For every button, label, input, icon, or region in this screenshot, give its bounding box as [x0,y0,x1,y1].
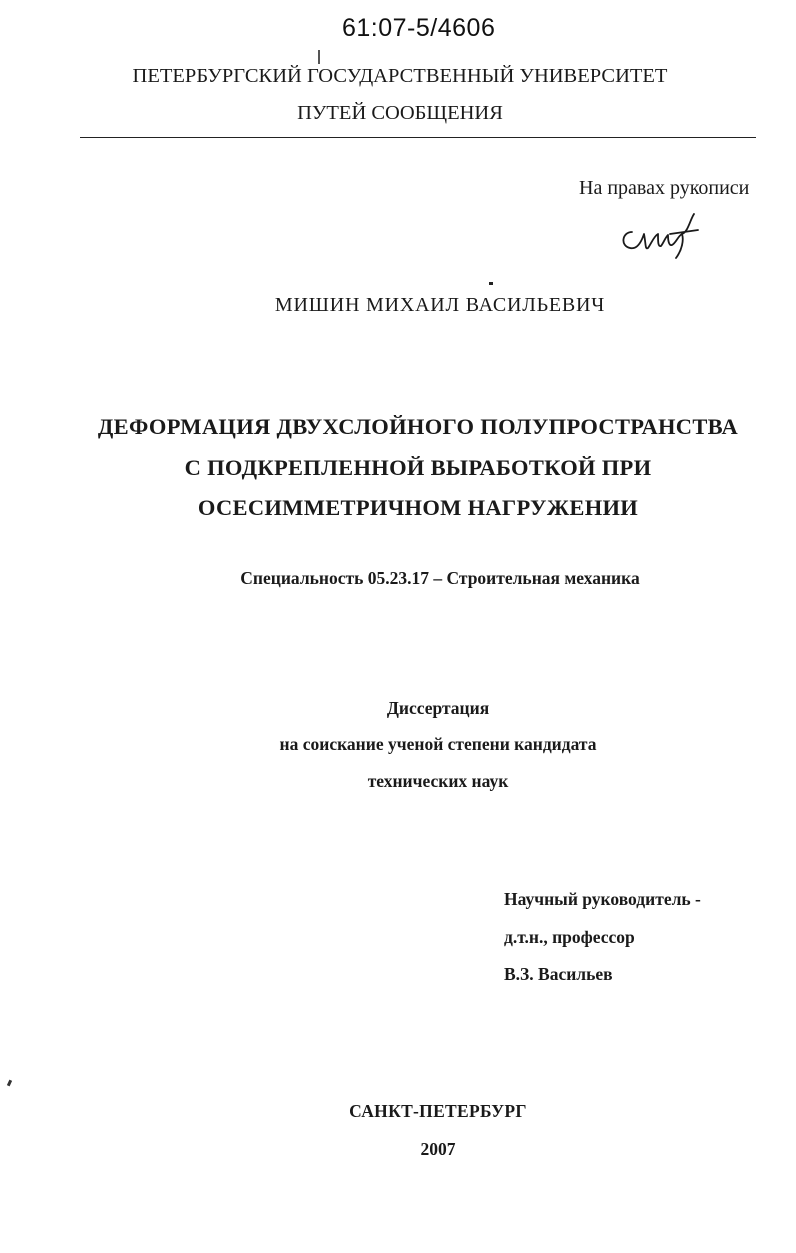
header-divider [80,137,756,138]
author-name: МИШИН МИХАИЛ ВАСИЛЬЕВИЧ [274,294,606,316]
degree-line-1: на соискание ученой степени кандидата [279,734,597,754]
degree-line-2: технических наук [367,771,509,791]
specialty: Специальность 05.23.17 – Строительная механика [240,568,640,588]
institution-name-line-1: ПЕТЕРБУРГСКИЙ ГОСУДАРСТВЕННЫЙ УНИВЕРСИТЕТ [132,65,668,87]
manuscript-rights-note: На правах рукописи [579,177,750,199]
scan-mark [318,50,320,64]
dissertation-title-line-1: ДЕФОРМАЦИЯ ДВУХСЛОЙНОГО ПОЛУПРОСТРАНСТВА [97,414,739,439]
scan-mark [7,1080,12,1087]
dissertation-label: Диссертация [386,698,490,718]
supervisor-title: д.т.н., профессор [504,927,635,947]
scan-mark [489,282,493,285]
year: 2007 [420,1139,456,1159]
dissertation-title-line-3: ОСЕСИММЕТРИЧНОМ НАГРУЖЕНИИ [197,495,639,520]
city: САНКТ-ПЕТЕРБУРГ [349,1101,527,1121]
catalog-number: 61:07-5/4606 [342,14,496,42]
institution-name-line-2: ПУТЕЙ СООБЩЕНИЯ [297,102,503,124]
author-signature [618,210,708,260]
supervisor-name: В.З. Васильев [504,964,613,984]
supervisor-label: Научный руководитель - [504,889,701,909]
dissertation-title-line-2: С ПОДКРЕПЛЕННОЙ ВЫРАБОТКОЙ ПРИ [184,455,652,480]
